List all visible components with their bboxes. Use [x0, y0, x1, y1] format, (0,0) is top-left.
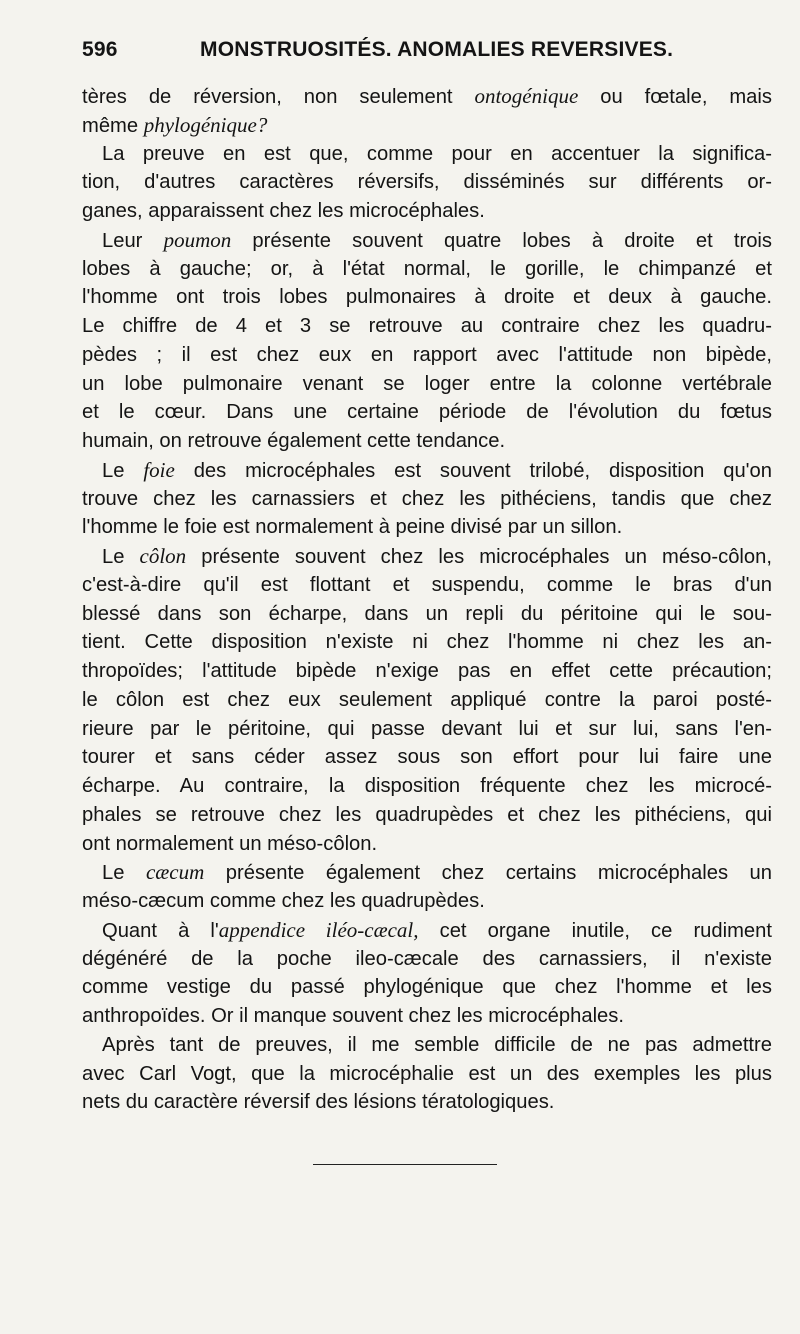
italic-term: foie — [143, 457, 175, 482]
text-line — [82, 197, 772, 226]
text-run: c'est-à-dire qu'il est flottant et suspendu, comme le bras d'un — [82, 573, 772, 596]
text-run: Le — [102, 459, 144, 482]
text-run: ganes, apparaissent chez les microcéphales. — [82, 200, 485, 222]
text-run: humain, on retrouve également cette tendance. — [82, 430, 506, 452]
text-line — [82, 82, 772, 111]
text-line — [82, 657, 772, 686]
text-line — [82, 542, 772, 571]
text-run: blessé dans son écharpe, dans un repli du péritoine qui le sou- — [82, 602, 772, 625]
text-run: Après tant de preuves, il me semble difficile de ne pas admettre — [102, 1033, 772, 1056]
text-line — [82, 1088, 772, 1117]
running-title: MONSTRUOSITÉS. ANOMALIES REVERSIVES. — [200, 38, 674, 61]
italic-term: poumon — [163, 227, 232, 252]
text-run: phales se retrouve chez les quadrupèdes et chez les pithéciens, qui — [82, 803, 772, 826]
text-run: Quant à l' — [102, 919, 219, 942]
text-line — [82, 686, 772, 715]
text-line — [82, 370, 772, 399]
text-run: ou fœtale, mais — [578, 86, 772, 108]
text-run: nets du caractère réversif des lésions tératologiques. — [82, 1091, 555, 1114]
text-line — [82, 168, 772, 197]
text-run: des microcéphales est souvent trilobé, disposition qu'on — [174, 459, 772, 482]
text-line — [82, 456, 772, 485]
text-run: thropoïdes; l'attitude bipède n'exige pas en effet cette précaution; — [82, 660, 772, 682]
text-line — [82, 715, 772, 744]
text-line — [82, 255, 772, 284]
text-run: tion, d'autres caractères réversifs, disséminés sur différents or- — [82, 171, 772, 194]
running-header — [82, 38, 762, 68]
text-run: et le cœur. Dans une certaine période de l'évolution du fœtus — [82, 401, 772, 424]
text-line — [82, 945, 772, 974]
page-number: 596 — [82, 38, 118, 61]
text-line — [82, 772, 772, 801]
text-run: même — [82, 114, 144, 137]
text-run: lobes à gauche; or, à l'état normal, le gorille, le chimpanzé et — [82, 257, 772, 280]
text-run: tourer et sans céder assez sous son effort pour lui faire une — [82, 746, 772, 769]
text-run: écharpe. Au contraire, la disposition fréquente chez les microcé- — [82, 775, 772, 797]
text-line — [82, 1060, 772, 1089]
text-run: tient. Cette disposition n'existe ni chez l'homme ni chez les an- — [82, 631, 772, 654]
text-line — [82, 341, 772, 370]
text-run: présente également chez certains microcéphales un — [204, 862, 772, 885]
text-run: dégénéré de la poche ileo-cæcale des carnassiers, il n'existe — [82, 947, 772, 970]
italic-term: appendice iléo-cæcal, — [218, 917, 419, 942]
text-line — [82, 485, 772, 514]
text-line — [82, 226, 772, 255]
text-run: rieure par le péritoine, qui passe devant lui et sur lui, sans l'en- — [82, 717, 772, 740]
text-line — [82, 571, 772, 600]
text-line — [82, 111, 772, 140]
text-run: un lobe pulmonaire venant se loger entre la colonne vertébrale — [82, 372, 772, 395]
text-run: La preuve en est que, comme pour en accentuer la significa- — [102, 142, 772, 165]
italic-term: ontogénique — [474, 84, 579, 108]
text-run: avec Carl Vogt, que la microcéphalie est un des exemples les plus — [82, 1062, 772, 1085]
text-line — [82, 628, 772, 657]
italic-term: cæcum — [145, 860, 205, 885]
text-line — [82, 1002, 772, 1031]
text-line — [82, 600, 772, 629]
text-run: l'homme le foie est normalement à peine divisé par un sillon. — [82, 516, 623, 539]
text-run: Le — [102, 546, 140, 568]
text-run: l'homme ont trois lobes pulmonaires à droite et deux à gauche. — [82, 286, 772, 309]
text-run: anthropoïdes. Or il manque souvent chez les microcéphales. — [82, 1005, 624, 1027]
body-text — [82, 82, 772, 1117]
text-line — [82, 312, 772, 341]
text-run: cet organe inutile, ce rudiment — [418, 919, 772, 942]
text-line — [82, 830, 772, 859]
text-line — [82, 743, 772, 772]
text-run: méso-cæcum comme chez les quadrupèdes. — [82, 890, 485, 912]
text-line — [82, 801, 772, 830]
text-run: tères de réversion, non seulement — [82, 86, 475, 108]
text-run: comme vestige du passé phylogénique que chez l'homme et les — [82, 976, 772, 999]
text-line — [82, 973, 772, 1002]
end-rule — [313, 1164, 497, 1165]
text-line — [82, 513, 772, 542]
text-line — [82, 887, 772, 916]
text-line — [82, 858, 772, 887]
text-run: Leur — [102, 229, 164, 252]
text-run: présente souvent quatre lobes à droite et trois — [231, 229, 772, 252]
text-run: Le chiffre de 4 et 3 se retrouve au contraire chez les quadru- — [82, 315, 772, 337]
text-line — [82, 140, 772, 169]
text-line — [82, 1031, 772, 1060]
text-run: trouve chez les carnassiers et chez les pithéciens, tandis que chez — [82, 487, 772, 510]
text-run: ont normalement un méso-côlon. — [82, 832, 378, 855]
text-line — [82, 283, 772, 312]
italic-term: côlon — [139, 544, 187, 568]
italic-term: phylogénique? — [143, 112, 268, 137]
text-run: présente souvent chez les microcéphales un méso-côlon, — [186, 546, 772, 568]
text-run: pèdes ; il est chez eux en rapport avec l'attitude non bipède, — [82, 343, 772, 366]
text-line — [82, 398, 772, 427]
text-line — [82, 916, 772, 945]
text-run: Le — [102, 862, 146, 885]
text-run: le côlon est chez eux seulement appliqué contre la paroi posté- — [82, 688, 772, 711]
text-line — [82, 427, 772, 456]
